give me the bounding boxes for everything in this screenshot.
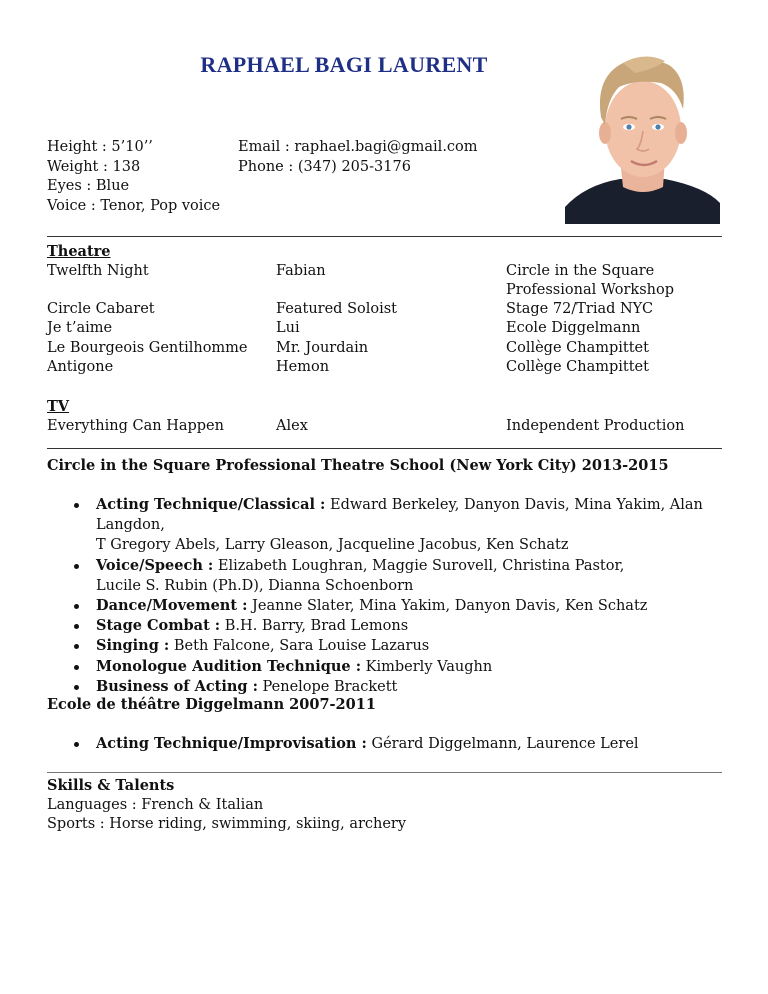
- email-line[interactable]: Email : raphael.bagi@gmail.com: [238, 139, 478, 155]
- instructor-list-cont: Lucile S. Rubin (Ph.D), Dianna Schoenborn: [96, 577, 414, 594]
- instructor-list: Beth Falcone, Sara Louise Lazarus: [169, 638, 430, 655]
- instructor-list-cont: T Gregory Abels, Larry Gleason, Jacqueline Jacobus, Ken Schatz: [96, 537, 569, 554]
- instructor-list: Penelope Brackett: [257, 678, 398, 695]
- course-label: Acting Technique/Classical :: [96, 496, 326, 513]
- theatre-row-2-role: Featured Soloist: [276, 301, 397, 317]
- phone-line[interactable]: Phone : (347) 205-3176: [238, 158, 411, 175]
- theatre-row-3-role: Lui: [276, 320, 300, 336]
- list-item: [74, 677, 734, 697]
- list-item: [74, 616, 734, 636]
- instructor-list: Jeanne Slater, Mina Yakim, Danyon Davis, Ken Schatz: [247, 598, 648, 615]
- course-label: Stage Combat :: [96, 617, 221, 635]
- candidate-name: RAPHAEL BAGI LAURENT: [200, 52, 488, 77]
- theatre-row-4-title: Le Bourgeois Gentilhomme: [47, 340, 248, 356]
- theatre-row-1-title: Twelfth Night: [47, 263, 149, 279]
- skills-heading: Skills & Talents: [47, 777, 175, 794]
- voice-line: Voice : Tenor, Pop voice: [47, 197, 221, 214]
- theatre-row-2-title: Circle Cabaret: [47, 301, 155, 317]
- theatre-row-1-venue-line2: Professional Workshop: [506, 282, 675, 298]
- instructor-list: B.H. Barry, Brad Lemons: [220, 618, 409, 635]
- weight-line: Weight : 138: [47, 158, 141, 175]
- instructor-list: Gérard Diggelmann, Laurence Lerel: [366, 736, 639, 752]
- bullet-icon: [74, 604, 79, 609]
- bullet-icon: [74, 665, 79, 670]
- course-label: Singing :: [96, 637, 170, 655]
- instructor-list: Kimberly Vaughn: [361, 658, 493, 675]
- theatre-row-2-venue: Stage 72/Triad NYC: [506, 301, 654, 317]
- list-item: [74, 734, 734, 754]
- theatre-row-3-title: Je t’aime: [47, 320, 113, 336]
- bullet-icon: [74, 624, 79, 629]
- sports-line: Sports : Horse riding, swimming, skiing, archery: [47, 816, 407, 832]
- bullet-icon: [74, 742, 79, 747]
- bullet-icon: [74, 685, 79, 690]
- course-label: Monologue Audition Technique :: [96, 657, 362, 675]
- headshot-photo: [565, 47, 720, 224]
- tv-row-1-title: Everything Can Happen: [47, 418, 224, 434]
- course-label: Business of Acting :: [96, 677, 258, 695]
- training-school-2-list: [74, 734, 734, 754]
- course-label: Acting Technique/Improvisation :: [96, 735, 367, 752]
- list-item: [74, 495, 734, 556]
- instructor-list: Elizabeth Loughran, Maggie Surovell, Christina Pastor,: [213, 557, 625, 574]
- tv-heading: TV: [47, 398, 70, 415]
- headshot-portrait: [565, 47, 720, 224]
- contact-info: [238, 138, 478, 177]
- list-item: [74, 657, 734, 677]
- eyes-line: Eyes : Blue: [47, 178, 130, 194]
- theatre-heading: Theatre: [47, 243, 111, 260]
- course-label: Voice/Speech :: [96, 556, 214, 574]
- tv-row-1-venue: Independent Production: [506, 418, 685, 434]
- list-item: [74, 556, 734, 596]
- theatre-row-1-role: Fabian: [276, 263, 326, 279]
- training-school-1-heading: Circle in the Square Professional Theatre School (New York City) 2013-2015: [47, 457, 669, 474]
- bullet-icon: [74, 564, 79, 569]
- personal-info: [47, 138, 220, 216]
- theatre-row-5-venue: Collège Champittet: [506, 359, 649, 375]
- theatre-row-1-venue: Circle in the Square: [506, 263, 655, 279]
- course-label: Dance/Movement :: [96, 597, 248, 615]
- instructor-list: Edward Berkeley, Danyon Davis, Mina Yakim, Alan Langdon,: [96, 497, 703, 534]
- tv-row-1-role: Alex: [276, 418, 308, 434]
- theatre-row-3-venue: Ecole Diggelmann: [506, 320, 641, 336]
- theatre-row-5-title: Antigone: [47, 359, 114, 375]
- theatre-row-4-role: Mr. Jourdain: [276, 340, 369, 356]
- list-item: [74, 596, 734, 616]
- languages-line: Languages : French & Italian: [47, 797, 264, 813]
- bullet-icon: [74, 644, 79, 649]
- bullet-icon: [74, 503, 79, 508]
- theatre-row-4-venue: Collège Champittet: [506, 340, 649, 356]
- divider-top: [47, 236, 722, 237]
- theatre-row-5-role: Hemon: [276, 359, 330, 375]
- divider-middle: [47, 448, 722, 449]
- training-school-2-heading: Ecole de théâtre Diggelmann 2007-2011: [47, 696, 376, 713]
- list-item: [74, 636, 734, 656]
- training-school-1-list: [74, 495, 734, 697]
- divider-bottom: [47, 772, 722, 773]
- height-line: Height : 5’10’’: [47, 139, 153, 155]
